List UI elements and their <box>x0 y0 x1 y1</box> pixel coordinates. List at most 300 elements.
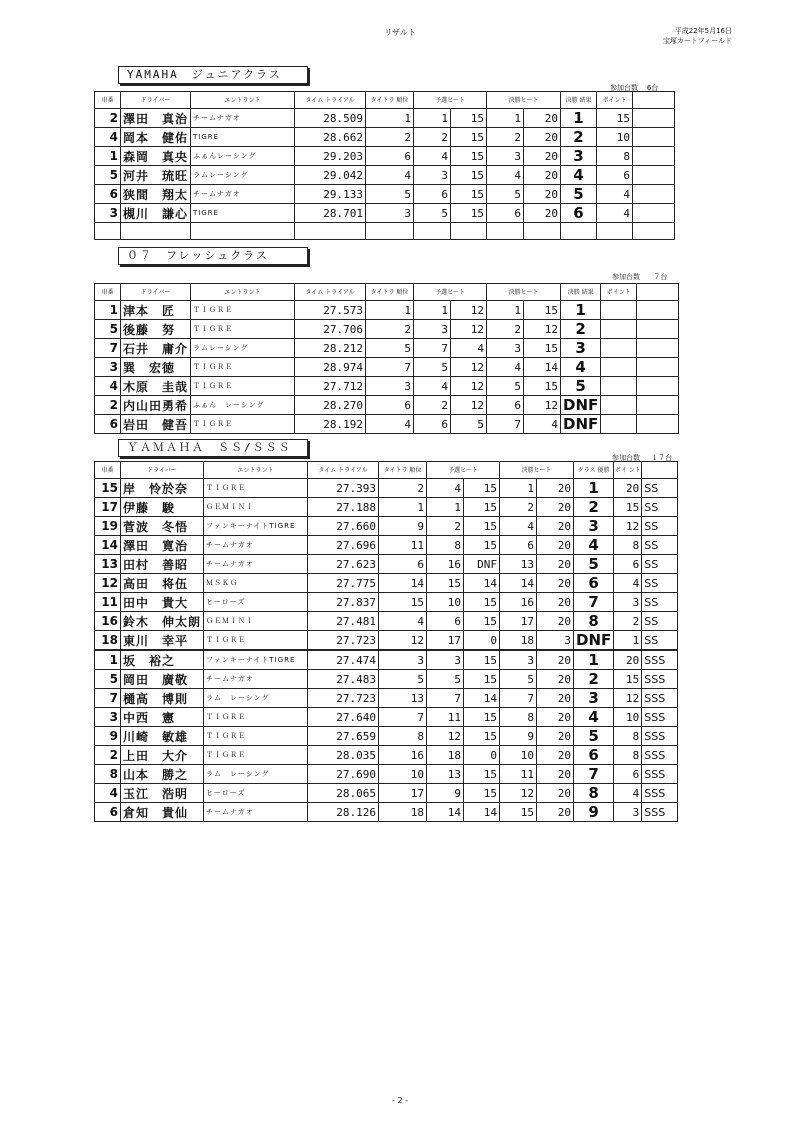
final-rank: 3 <box>500 650 537 670</box>
prelim-laps: 15 <box>464 650 500 670</box>
prelim-laps: 15 <box>464 670 500 689</box>
class-name: SSS <box>642 650 678 670</box>
prelim-laps: 15 <box>464 536 500 555</box>
col-header-points: ポイント <box>601 284 637 301</box>
final-result: 4 <box>574 536 614 555</box>
driver-name: 巽 宏徳 <box>121 358 191 377</box>
prelim-laps: 15 <box>464 727 500 746</box>
time-trial: 27.723 <box>308 689 379 708</box>
prelim-laps: 14 <box>464 689 500 708</box>
driver-name <box>121 223 191 240</box>
header-meta <box>663 26 732 46</box>
time-trial: 28.192 <box>295 415 366 434</box>
driver-name: 澤田 真治 <box>121 109 191 128</box>
driver-name: 菅波 冬悟 <box>121 517 204 536</box>
final-laps: 12 <box>524 396 561 415</box>
final-result: 9 <box>574 803 614 822</box>
tt-rank: 2 <box>366 128 414 147</box>
class-name: SS <box>642 612 678 631</box>
points: 6 <box>597 166 633 185</box>
car-number: 4 <box>95 377 121 396</box>
table-row <box>95 109 711 128</box>
final-laps: 15 <box>524 377 561 396</box>
car-number: 1 <box>95 147 121 166</box>
prelim-rank: 10 <box>427 593 464 612</box>
final-rank: 7 <box>500 689 537 708</box>
prelim-rank: 4 <box>414 147 451 166</box>
driver-name: 岩田 健吾 <box>121 415 191 434</box>
table-row <box>95 612 724 631</box>
entrant-name: ＴＩＧＲＥ <box>191 377 295 396</box>
entrant-name: ラムレーシング <box>191 339 295 358</box>
class-name: SSS <box>642 727 678 746</box>
class-name: SSS <box>642 746 678 765</box>
table-row <box>95 479 724 498</box>
final-rank: 3 <box>487 339 524 358</box>
time-trial: 27.659 <box>308 727 379 746</box>
prelim-rank: 2 <box>414 396 451 415</box>
header-title: リザルト <box>384 28 416 37</box>
tt-rank: 18 <box>379 803 427 822</box>
class-name: SSS <box>642 708 678 727</box>
results-table-junior <box>94 91 711 240</box>
tt-rank: 6 <box>379 555 427 574</box>
final-result: 2 <box>561 128 597 147</box>
final-result: 6 <box>574 746 614 765</box>
prelim-laps: 15 <box>451 147 487 166</box>
final-laps <box>524 223 561 240</box>
final-result: 1 <box>574 650 614 670</box>
final-result: DNF <box>574 631 614 651</box>
time-trial: 27.623 <box>308 555 379 574</box>
prelim-rank: 1 <box>414 109 451 128</box>
class-name: SS <box>642 574 678 593</box>
table-row <box>95 396 715 415</box>
time-trial: 27.573 <box>295 301 366 320</box>
final-rank: 1 <box>487 109 524 128</box>
driver-name: 河井 琉旺 <box>121 166 191 185</box>
tt-rank: 2 <box>379 479 427 498</box>
table-row <box>95 765 724 784</box>
prelim-laps: 15 <box>464 479 500 498</box>
entrant-name: ラム レーシング <box>204 689 308 708</box>
final-rank: 5 <box>487 377 524 396</box>
tt-rank: 6 <box>366 147 414 166</box>
table-row <box>95 223 711 240</box>
count-value: 6台 <box>646 84 659 92</box>
entrant-name: TIGRE <box>191 204 295 223</box>
time-trial: 27.712 <box>295 377 366 396</box>
prelim-rank: 7 <box>414 339 451 358</box>
header-venue: 宝塚カートフィールド <box>662 37 732 45</box>
time-trial: 29.203 <box>295 147 366 166</box>
entrant-name: チームナガオ <box>191 185 295 204</box>
points: 12 <box>614 689 642 708</box>
time-trial: 28.212 <box>295 339 366 358</box>
final-laps: 20 <box>537 517 574 536</box>
table-row <box>95 555 724 574</box>
entrant-name: ＴＩＧＲＥ <box>191 358 295 377</box>
final-laps: 20 <box>537 689 574 708</box>
car-number: 5 <box>95 320 121 339</box>
table-row <box>95 166 711 185</box>
entrant-name: ＴＩＧＲＥ <box>204 727 308 746</box>
final-result: 3 <box>561 339 601 358</box>
driver-name: 石井 庸介 <box>121 339 191 358</box>
col-header-tt-rank: タイトラ 順位 <box>366 284 414 301</box>
final-laps: 20 <box>537 574 574 593</box>
points: 10 <box>597 128 633 147</box>
final-laps: 20 <box>537 708 574 727</box>
prelim-laps: 15 <box>464 593 500 612</box>
time-trial: 28.509 <box>295 109 366 128</box>
time-trial: 27.706 <box>295 320 366 339</box>
prelim-rank <box>414 223 451 240</box>
time-trial: 27.640 <box>308 708 379 727</box>
driver-name: 伊藤 駿 <box>121 498 204 517</box>
points <box>601 339 637 358</box>
header-date: 平成22年5月16日 <box>674 27 732 35</box>
prelim-laps: 12 <box>451 358 487 377</box>
driver-name: 田中 貴大 <box>121 593 204 612</box>
table-row <box>95 689 724 708</box>
entrant-name: ＧＥＭＩＮＩ <box>204 498 308 517</box>
empty-cell <box>633 223 675 240</box>
empty-cell <box>637 377 679 396</box>
driver-name: 槻川 謙心 <box>121 204 191 223</box>
driver-name: 玉江 浩明 <box>121 784 204 803</box>
driver-name: 森岡 真央 <box>121 147 191 166</box>
col-header-preliminary-heat: 予選ヒート <box>427 462 500 479</box>
col-header-time-trial: タイム トライアル <box>295 284 366 301</box>
car-number: 3 <box>95 358 121 377</box>
final-rank: 15 <box>500 803 537 822</box>
table-row <box>95 204 711 223</box>
prelim-laps: 12 <box>451 301 487 320</box>
points: 4 <box>614 784 642 803</box>
final-laps: 20 <box>537 536 574 555</box>
time-trial: 27.775 <box>308 574 379 593</box>
class-name: SSS <box>642 765 678 784</box>
prelim-rank: 17 <box>427 631 464 651</box>
prelim-rank: 6 <box>414 185 451 204</box>
prelim-rank: 6 <box>427 612 464 631</box>
final-laps: 20 <box>537 670 574 689</box>
points <box>601 415 637 434</box>
table-row <box>95 517 724 536</box>
points: 8 <box>614 727 642 746</box>
prelim-laps: 5 <box>451 415 487 434</box>
final-laps: 20 <box>524 147 561 166</box>
final-result: 3 <box>561 147 597 166</box>
final-laps: 20 <box>537 498 574 517</box>
final-rank: 17 <box>500 612 537 631</box>
driver-name: 木原 圭哉 <box>121 377 191 396</box>
class-name: SS <box>642 498 678 517</box>
entrant-name: ＴＩＧＲＥ <box>191 415 295 434</box>
count-value: １７台 <box>651 454 673 462</box>
driver-name: 澤田 寛治 <box>121 536 204 555</box>
time-trial: 27.188 <box>308 498 379 517</box>
final-rank: 4 <box>487 166 524 185</box>
col-header-entrant: エントラント <box>191 92 295 109</box>
final-laps: 20 <box>537 765 574 784</box>
entry-count-fresh <box>612 272 667 282</box>
col-header-time-trial: タイム トライアル <box>308 462 379 479</box>
tt-rank: 5 <box>379 670 427 689</box>
class-name: SSS <box>642 803 678 822</box>
time-trial: 28.126 <box>308 803 379 822</box>
prelim-rank: 1 <box>414 301 451 320</box>
tt-rank: 1 <box>379 498 427 517</box>
entrant-name: ＭＳＫＧ <box>204 574 308 593</box>
empty-cell <box>633 147 675 166</box>
col-header-driver: ドライバー <box>121 462 204 479</box>
points: 20 <box>614 650 642 670</box>
final-result: 3 <box>574 689 614 708</box>
car-number: 4 <box>95 128 121 147</box>
final-laps: 20 <box>524 204 561 223</box>
final-laps: 3 <box>537 631 574 651</box>
table-row <box>95 631 724 651</box>
car-number: 7 <box>95 689 121 708</box>
points: 15 <box>614 670 642 689</box>
final-result: 2 <box>574 670 614 689</box>
time-trial: 28.035 <box>308 746 379 765</box>
section-title-junior: YAMAHA ジュニアクラス <box>118 66 308 84</box>
car-number: 11 <box>95 593 121 612</box>
driver-name: 岡本 健佑 <box>121 128 191 147</box>
table-row <box>95 498 724 517</box>
driver-name: 田村 善昭 <box>121 555 204 574</box>
time-trial: 28.270 <box>295 396 366 415</box>
prelim-laps: 15 <box>451 109 487 128</box>
table-row <box>95 301 715 320</box>
class-name: SS <box>642 536 678 555</box>
tt-rank: 2 <box>366 320 414 339</box>
final-rank: 3 <box>487 147 524 166</box>
tt-rank: 6 <box>366 396 414 415</box>
final-laps: 12 <box>524 320 561 339</box>
prelim-laps: 14 <box>464 574 500 593</box>
points: 3 <box>614 803 642 822</box>
table-row <box>95 574 724 593</box>
final-result: 4 <box>561 166 597 185</box>
final-rank: 13 <box>500 555 537 574</box>
driver-name: 岡田 廣敬 <box>121 670 204 689</box>
prelim-laps: 0 <box>464 631 500 651</box>
time-trial: 28.065 <box>308 784 379 803</box>
final-result: 1 <box>561 109 597 128</box>
col-header-tt-rank: タイトラ 順位 <box>379 462 427 479</box>
prelim-laps: 14 <box>464 803 500 822</box>
tt-rank: 10 <box>379 765 427 784</box>
col-header-final-heat: 決勝ヒート <box>487 284 561 301</box>
count-label: 参加台数 <box>610 84 638 92</box>
final-rank: 9 <box>500 727 537 746</box>
car-number: 17 <box>95 498 121 517</box>
prelim-laps: 12 <box>451 377 487 396</box>
col-header-extra <box>637 284 679 301</box>
final-result: 2 <box>574 498 614 517</box>
prelim-laps: 12 <box>451 320 487 339</box>
class-name: SS <box>642 555 678 574</box>
col-header-preliminary-heat: 予選ヒート <box>414 284 487 301</box>
entrant-name: ラム レーシング <box>204 765 308 784</box>
empty-cell <box>633 128 675 147</box>
time-trial <box>295 223 366 240</box>
final-laps: 20 <box>524 185 561 204</box>
prelim-rank: 1 <box>427 498 464 517</box>
final-result: 7 <box>574 765 614 784</box>
points: 8 <box>597 147 633 166</box>
prelim-laps: 15 <box>464 517 500 536</box>
final-rank: 5 <box>500 670 537 689</box>
tt-rank: 3 <box>366 377 414 396</box>
tt-rank: 3 <box>366 204 414 223</box>
prelim-laps: 4 <box>451 339 487 358</box>
col-header-preliminary-heat: 予選ヒート <box>414 92 487 109</box>
final-result: 8 <box>574 612 614 631</box>
final-rank: 1 <box>500 479 537 498</box>
table-row <box>95 670 724 689</box>
final-rank: 7 <box>487 415 524 434</box>
car-number: 9 <box>95 727 121 746</box>
tt-rank: 7 <box>379 708 427 727</box>
entrant-name: ＧＥＭＩＮＩ <box>204 612 308 631</box>
col-header-extra <box>633 92 675 109</box>
col-header-time-trial: タイム トライアル <box>295 92 366 109</box>
tt-rank: 4 <box>379 612 427 631</box>
empty-cell <box>637 339 679 358</box>
final-laps: 20 <box>524 109 561 128</box>
prelim-rank: 8 <box>427 536 464 555</box>
car-number: 1 <box>95 301 121 320</box>
table-row <box>95 803 724 822</box>
car-number: 5 <box>95 166 121 185</box>
car-number: 13 <box>95 555 121 574</box>
driver-name: 後藤 努 <box>121 320 191 339</box>
table-row <box>95 746 724 765</box>
empty-cell <box>637 301 679 320</box>
driver-name: 高田 将伍 <box>121 574 204 593</box>
points <box>601 320 637 339</box>
table-row <box>95 377 715 396</box>
table-row <box>95 593 724 612</box>
entrant-name: ＴＩＧＲＥ <box>191 301 295 320</box>
prelim-laps: 15 <box>464 765 500 784</box>
empty-cell <box>637 320 679 339</box>
class-name: SS <box>642 593 678 612</box>
prelim-rank: 12 <box>427 727 464 746</box>
entrant-name: ファンキーナイトTIGRE <box>204 517 308 536</box>
empty-cell <box>637 415 679 434</box>
prelim-rank: 14 <box>427 803 464 822</box>
points: 4 <box>597 204 633 223</box>
driver-name: 岸 怜於奈 <box>121 479 204 498</box>
count-label: 参加台数 <box>612 454 640 462</box>
driver-name: 倉知 貴仙 <box>121 803 204 822</box>
tt-rank: 7 <box>366 358 414 377</box>
col-header-final-heat: 決勝ヒート <box>500 462 574 479</box>
points: 8 <box>614 536 642 555</box>
results-table-fresh <box>94 283 715 434</box>
table-row <box>95 320 715 339</box>
driver-name: 川崎 敏雄 <box>121 727 204 746</box>
table-row <box>95 650 724 670</box>
prelim-rank: 5 <box>427 670 464 689</box>
final-result: 8 <box>574 784 614 803</box>
car-number: 16 <box>95 612 121 631</box>
final-laps: 20 <box>537 803 574 822</box>
points <box>597 223 633 240</box>
col-header-entrant: エントラント <box>191 284 295 301</box>
entrant-name: ファンキーナイトTIGRE <box>204 650 308 670</box>
car-number: 18 <box>95 631 121 651</box>
page-number: - 2 - <box>392 1096 408 1105</box>
final-laps: 20 <box>524 166 561 185</box>
class-name: SSS <box>642 689 678 708</box>
entrant-name: ＴＩＧＲＥ <box>204 708 308 727</box>
table-row <box>95 708 724 727</box>
col-header-final-result: 決勝 結果 <box>561 92 597 109</box>
final-rank: 2 <box>487 320 524 339</box>
time-trial: 27.696 <box>308 536 379 555</box>
entrant-name: ヒーローズ <box>204 784 308 803</box>
prelim-rank: 2 <box>427 517 464 536</box>
tt-rank: 1 <box>366 301 414 320</box>
time-trial: 27.690 <box>308 765 379 784</box>
prelim-laps: 15 <box>451 204 487 223</box>
time-trial: 27.393 <box>308 479 379 498</box>
prelim-rank: 18 <box>427 746 464 765</box>
time-trial: 28.662 <box>295 128 366 147</box>
final-laps: 20 <box>537 650 574 670</box>
table-row <box>95 784 724 803</box>
final-laps: 14 <box>524 358 561 377</box>
col-header-class <box>642 462 678 479</box>
car-number: 2 <box>95 396 121 415</box>
col-header-points: ポイ ント <box>614 462 642 479</box>
empty-cell <box>633 204 675 223</box>
tt-rank: 14 <box>379 574 427 593</box>
empty-cell <box>637 358 679 377</box>
final-laps: 15 <box>524 339 561 358</box>
prelim-rank: 2 <box>414 128 451 147</box>
points: 6 <box>614 765 642 784</box>
col-header-entrant: エントラント <box>204 462 308 479</box>
points: 15 <box>614 498 642 517</box>
col-header-driver: ドライバー <box>121 284 191 301</box>
points: 4 <box>597 185 633 204</box>
final-laps: 20 <box>524 128 561 147</box>
col-header-car-number: 車番 <box>95 284 121 301</box>
entrant-name: ふぁんレーシング <box>191 147 295 166</box>
final-rank: 2 <box>487 128 524 147</box>
tt-rank: 5 <box>366 185 414 204</box>
points: 12 <box>614 517 642 536</box>
empty-cell <box>637 396 679 415</box>
count-value: ７台 <box>653 273 668 281</box>
points: 6 <box>614 555 642 574</box>
final-result: 2 <box>561 320 601 339</box>
points <box>601 396 637 415</box>
table-row <box>95 727 724 746</box>
final-result: DNF <box>561 415 601 434</box>
entrant-name: ヒーローズ <box>204 593 308 612</box>
final-rank: 4 <box>500 517 537 536</box>
entrant-name: チームナガオ <box>191 109 295 128</box>
